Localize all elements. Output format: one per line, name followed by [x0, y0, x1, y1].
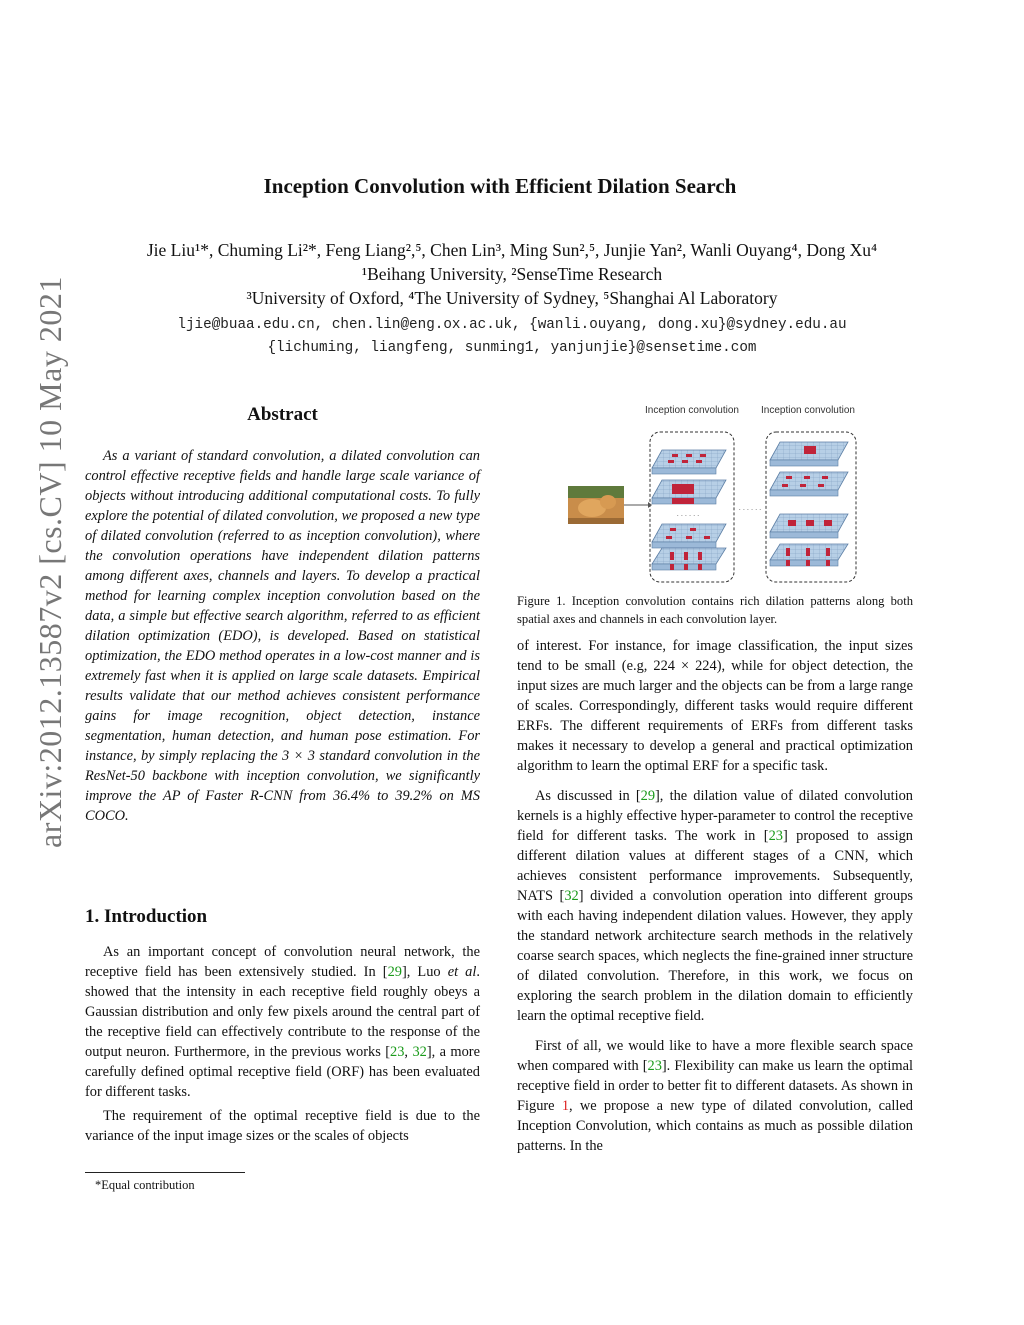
- abstract-text: As a variant of standard convolution, a dilated convolution can control effective receptive fields and handle large scale variance of objects without introducing additional computational costs. To fully explore the potential of dilated convolution, we proposed a new type of dilated convolution (referred to as inception convolution), where the convolution operations have independent dilation patterns among different axes, channels and layers. To develop a practical method for learning complex inception convolution based on the data, a simple but effective search algorithm, referred to as efficient dilation optimization (EDO), is developed. Based on statistical optimization, the EDO method operates in a low-cost manner and is extremely fast when it is applied on large scale datasets. Empirical results validate that our method achieves consistent performance gains for image recognition, object detection, instance segmentation, human detection, and human pose estimation. For instance, by simply replacing the 3 × 3 standard convolution in the ResNet-50 backbone with inception convolution, we significantly improve the AP of Faster R-CNN from 36.4% to 39.2% on MS COCO.: [85, 448, 480, 824]
- affiliations-line-1: ¹Beihang University, ²SenseTime Research: [361, 264, 663, 284]
- cat-photo-image: [568, 486, 624, 524]
- figure-dots-left: · · · · · ·: [676, 512, 700, 520]
- right-paragraph-2: First of all, we would like to have a more flexible search space when compared with [23]. Flexibility can make us learn the optimal receptive field in order to better fit to different datasets. As shown in Figure 1, we propose a new type of dilated convolution, called Inception Convolution, which contains as much as possible dilation patterns. In the: [517, 1038, 913, 1154]
- citation-link[interactable]: 23: [768, 828, 783, 844]
- citation-link[interactable]: 23: [390, 1044, 405, 1060]
- figure-label-left: Inception convolution: [645, 405, 739, 416]
- arrow-head-icon: [648, 502, 652, 508]
- affiliations-line-2: ³University of Oxford, ⁴The University of Sydney, ⁵Shanghai Al Laboratory: [246, 288, 778, 308]
- right-paragraph-1: As discussed in [29], the dilation value of dilated convolution kernels is a highly effective hyper-parameter to control the receptive field for different tasks. The work in [23] proposed to assign different dilation values at different stages of a CNN, which achieves consistent performance improvements. Subsequently, NATS [32] divided a convolution operation into different groups with each having independent dilation values. However, they apply the standard network architecture search methods in the relatively coarse search spaces, which neglects the fine-grained inner structure of dilated convolution. Therefore, in this work, we focus on exploring the search problem in the dilation domain to efficiently learn the optimal receptive field.: [517, 788, 913, 1024]
- figure-label-right: Inception convolution: [761, 405, 855, 416]
- figure-dots-middle: · · · · · ·: [738, 506, 762, 514]
- paper-title: Inception Convolution with Efficient Dilation Search: [263, 174, 737, 198]
- intro-paragraph-2: The requirement of the optimal receptive field is due to the variance of the input image sizes or the scales of objects: [85, 1108, 480, 1144]
- citation-link[interactable]: 23: [647, 1058, 662, 1074]
- figure-reference-link[interactable]: 1: [561, 1098, 570, 1114]
- right-kernel-stack: [770, 442, 848, 566]
- left-kernel-stack: [652, 450, 726, 570]
- citation-link[interactable]: 29: [387, 964, 402, 980]
- intro-paragraph-1: As an important concept of convolution neural network, the receptive field has been extensively studied. In [29], Luo et al. showed that the intensity in each receptive field roughly obeys a Gaussian distribution and only few pixels around the central part of the receptive field can effectively contribute to the response of the output neuron. Furthermore, in the previous works [23, 32], a more carefully defined optimal receptive field (ORF) has been evaluated for different tasks.: [85, 944, 480, 1100]
- emails-line-1: ljie@buaa.edu.cn, chen.lin@eng.ox.ac.uk, {wanli.ouyang, dong.xu}@sydney.edu.au: [177, 317, 847, 333]
- introduction-text: [85, 942, 480, 1146]
- abstract-heading: Abstract: [247, 404, 318, 425]
- footnote: *Equal contribution: [95, 1178, 195, 1192]
- figure-1-caption: Figure 1. Inception convolution contains rich dilation patterns along both spatial axes and channels in each convolution layer.: [517, 594, 913, 626]
- figure-1-graphic: [568, 398, 888, 588]
- citation-link[interactable]: 32: [412, 1044, 427, 1060]
- right-paragraph-0: of interest. For instance, for image classification, the input sizes tend to be small (e.g, 224 × 224), while for object detection, the input sizes are much larger and the objects can be from a large range of scales. Correspondingly, different tasks would require different ERFs. The different requirements of ERFs from different tasks makes it necessary to develop a general and practical optimization algorithm to learn the optimal ERF for a specific task.: [517, 638, 913, 774]
- arxiv-identifier: arXiv:2012.13587v2 [cs.CV] 10 May 2021: [32, 276, 68, 848]
- author-list: Jie Liu¹*, Chuming Li²*, Feng Liang²,⁵, Chen Lin³, Ming Sun²,⁵, Junjie Yan², Wanli Ouyang⁴, Dong Xu⁴: [146, 240, 878, 260]
- footnote-rule: [85, 1172, 245, 1173]
- citation-link[interactable]: 29: [640, 788, 656, 804]
- introduction-heading: 1. Introduction: [85, 906, 208, 927]
- emails-line-2: {lichuming, liangfeng, sunming1, yanjunjie}@sensetime.com: [267, 340, 757, 356]
- citation-link[interactable]: 32: [564, 888, 579, 904]
- right-column-text: [517, 636, 913, 1156]
